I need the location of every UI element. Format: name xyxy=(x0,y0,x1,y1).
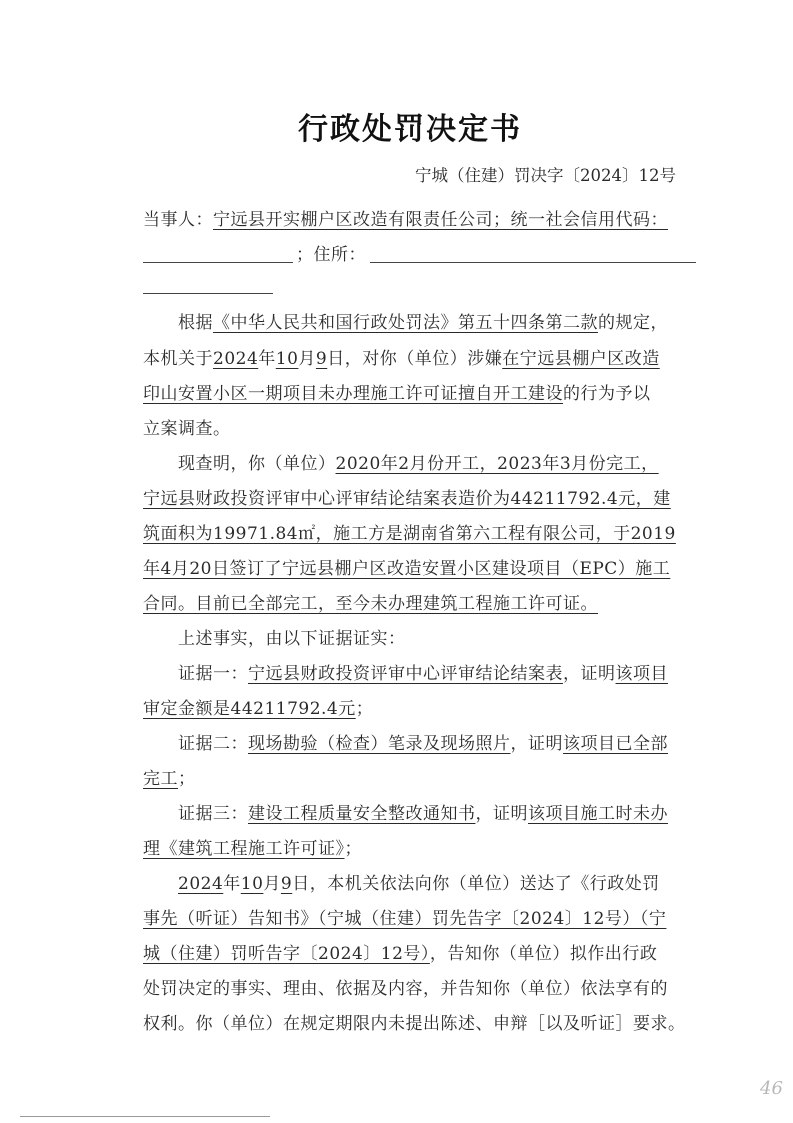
redacted-address-line-1 xyxy=(370,262,696,263)
party-line xyxy=(143,205,668,230)
evidence-proof: 完工 xyxy=(143,769,178,789)
evidence-2-line-2 xyxy=(143,764,196,789)
redacted-credit-code-line xyxy=(143,262,293,263)
p2-line-5 xyxy=(143,589,598,614)
evidence-proof: 审定金额是44211792.4元 xyxy=(143,699,356,719)
text: 月 xyxy=(263,874,281,894)
notice-number: 城（住建）罚听告字〔2024〕12号） xyxy=(143,944,430,964)
evidence-proof: 该项目已全部 xyxy=(563,734,668,754)
text: 月 xyxy=(298,349,316,369)
address-line xyxy=(296,240,366,265)
text: ，证明 xyxy=(563,664,616,684)
evidence-1-line-2 xyxy=(143,694,373,719)
page-mark: 46 xyxy=(760,1078,783,1099)
evidence-3-line-2 xyxy=(143,834,362,859)
document-title: 行政处罚决定书 xyxy=(298,112,522,147)
evidence-label: 证据三： xyxy=(178,804,248,824)
evidence-proof: 该项目 xyxy=(615,664,668,684)
date-month: 10 xyxy=(240,874,264,894)
p1-line-2 xyxy=(143,344,660,369)
evidence-1-line-1 xyxy=(178,659,668,684)
law-reference: 《中华人民共和国行政处罚法》第五十四条第二款 xyxy=(213,313,598,333)
violation-text: 在宁远县棚户区改造 xyxy=(502,349,660,369)
text: 年 xyxy=(223,874,241,894)
text: 的行为予以 xyxy=(563,384,651,404)
notice-number: 事先（听证）告知书》（宁城（住建）罚先告字〔2024〕12号）（宁 xyxy=(143,909,667,929)
date-month: 10 xyxy=(275,349,299,369)
p4-line-5 xyxy=(143,1009,686,1034)
p1-line-3 xyxy=(143,379,651,404)
text: 权利。你（单位）在规定期限内未提出陈述、申辩［以及听证］要求。 xyxy=(143,1014,686,1034)
evidence-label: 证据二： xyxy=(178,734,248,754)
p2-line-4 xyxy=(143,554,670,579)
finding-text: 筑面积为19971.84㎡，施工方是湖南省第六工程有限公司，于2019 xyxy=(143,524,676,544)
p1-line-4 xyxy=(143,414,231,439)
text: ； xyxy=(344,839,362,859)
text: ； xyxy=(355,699,374,719)
violation-text: 印山安置小区一期项目未办理施工许可证擅自开工建设 xyxy=(143,384,563,404)
date-year: 2024 xyxy=(213,349,259,369)
p1-line-1 xyxy=(178,308,668,333)
redacted-address-line-2 xyxy=(143,293,273,294)
text: 根据 xyxy=(178,313,213,333)
p4-line-2 xyxy=(143,904,666,929)
text: 日，本机关依法向你（单位）送达了 xyxy=(292,874,573,894)
evidence-name: 建设工程质量安全整改通知书 xyxy=(248,804,476,824)
address-label: ；住所： xyxy=(296,245,366,265)
text: 年 xyxy=(258,349,276,369)
p4-line-4 xyxy=(143,974,668,999)
p2-line-3 xyxy=(143,519,676,544)
evidence-label: 证据一： xyxy=(178,664,248,684)
party-value: 宁远县开实棚户区改造有限责任公司；统一社会信用代码： xyxy=(213,210,668,230)
finding-text: 2020年2月份开工，2023年3月份完工， xyxy=(335,454,659,474)
bottom-edge-line xyxy=(20,1116,270,1117)
date-year: 2024 xyxy=(178,874,224,894)
text: ，证明 xyxy=(510,734,563,754)
evidence-proof: 理《建筑工程施工许可证》 xyxy=(143,839,345,859)
text: 现查明，你（单位） xyxy=(178,454,336,474)
date-day: 9 xyxy=(280,874,293,894)
evidence-name: 宁远县财政投资评审中心评审结论结案表 xyxy=(248,664,563,684)
date-day: 9 xyxy=(315,349,328,369)
evidence-proof: 该项目施工时未办 xyxy=(528,804,668,824)
text: 的规定， xyxy=(598,313,668,333)
evidence-name: 现场勘验（检查）笔录及现场照片 xyxy=(248,734,511,754)
text: 本机关于 xyxy=(143,349,213,369)
p2-line-2 xyxy=(143,484,671,509)
evidence-2-line-1 xyxy=(178,729,668,754)
document-number: 宁城（住建）罚决字〔2024〕12号 xyxy=(415,166,676,185)
text: ，证明 xyxy=(475,804,528,824)
evidence-3-line-1 xyxy=(178,799,668,824)
finding-text: 宁远县财政投资评审中心评审结论结案表造价为44211792.4元，建 xyxy=(143,489,671,509)
p2-line-1 xyxy=(178,449,659,474)
notice-title: 《行政处罚 xyxy=(572,874,660,894)
finding-text: 合同。目前已全部完工，至今未办理建筑工程施工许可证。 xyxy=(143,594,598,614)
text: 立案调查。 xyxy=(143,419,231,439)
p4-line-1 xyxy=(178,869,660,894)
text: ； xyxy=(178,769,196,789)
text: 日，对你（单位）涉嫌 xyxy=(327,349,503,369)
finding-text: 年4月20日签订了宁远县棚户区改造安置小区建设项目（EPC）施工 xyxy=(143,559,671,579)
p3-line xyxy=(178,624,406,649)
p4-line-3 xyxy=(143,939,657,964)
text: ，告知你（单位）拟作出行政 xyxy=(429,944,658,964)
party-label: 当事人： xyxy=(143,210,213,230)
text: 处罚决定的事实、理由、依据及内容，并告知你（单位）依法享有的 xyxy=(143,979,668,999)
text: 上述事实，由以下证据证实： xyxy=(178,629,406,649)
